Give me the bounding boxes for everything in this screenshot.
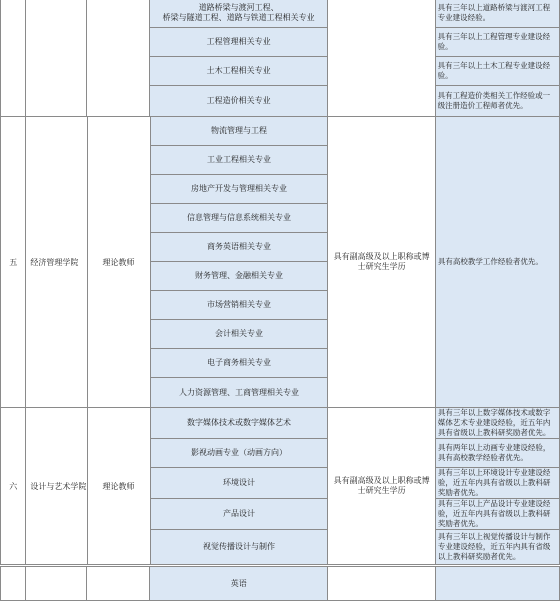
- major-cell: 人力资源管理、工商管理相关专业: [150, 378, 328, 408]
- major-cell: 市场营销相关专业: [150, 291, 328, 320]
- education-text: 具有副高级及以上职称或博士研究生学历: [333, 252, 430, 271]
- college-cell: 设计与艺术学院: [26, 408, 87, 565]
- post-cell: [87, 0, 150, 117]
- requirement-cell: 具有三年以上产品设计专业建设经验，近五年内具有省级以上教科研奖励者优先。: [435, 499, 559, 530]
- major-cell: 房地产开发与管理相关专业: [150, 175, 328, 204]
- major-cell: 英语: [150, 567, 328, 601]
- requirement-cell: 具有三年以上土木工程专业建设经验。: [435, 57, 559, 86]
- requirement-cell: 具有三年以上视觉传播设计与制作专业建设经验，近五年内具有省级以上教科研奖励者优先。: [435, 530, 559, 565]
- requirement-cell: 具有三年以上工程管理专业建设经验。: [435, 28, 559, 57]
- requirement-cell: 具有高校教学工作经验者优先。: [435, 117, 559, 408]
- major-cell: 产品设计: [150, 499, 328, 530]
- major-cell: 道路桥梁与渡河工程、 桥梁与隧道工程、道路与铁道工程相关专业: [149, 0, 327, 28]
- requirement-cell: 具有工程造价类相关工作经验或一级注册造价工程师者优先。: [435, 86, 559, 117]
- requirement-cell: [435, 567, 559, 601]
- major-cell: 工程造价相关专业: [149, 86, 327, 117]
- major-cell: 视觉传播设计与制作: [150, 530, 328, 565]
- major-cell: 商务英语相关专业: [150, 233, 328, 262]
- major-cell: 信息管理与信息系统相关专业: [150, 204, 328, 233]
- requirement-cell: 具有三年以上环境设计专业建设经验，近五年内具有省级以上教科研奖励者优先。: [435, 468, 559, 499]
- post-cell: 理论教师: [87, 117, 150, 408]
- row-number-cell: 六: [1, 408, 26, 565]
- major-cell: 工业工程相关专业: [150, 146, 328, 175]
- requirement-cell: 具有两年以上动画专业建设经验，具有高校教学经验者优先。: [435, 439, 559, 468]
- major-cell: 土木工程相关专业: [149, 57, 327, 86]
- college-cell: [26, 0, 87, 117]
- post-cell: [87, 567, 150, 601]
- college-cell: 经济管理学院: [26, 117, 87, 408]
- education-text: 具有副高级及以上职称或博士研究生学历: [333, 476, 430, 495]
- education-cell: [328, 567, 436, 601]
- row-number-cell: [1, 0, 26, 117]
- major-cell: 会计相关专业: [150, 320, 328, 349]
- major-cell: 环境设计: [150, 468, 328, 499]
- row-number-cell: 五: [1, 117, 26, 408]
- major-cell: 影视动画专业（动画方向）: [150, 439, 328, 468]
- major-cell: 工程管理相关专业: [149, 28, 327, 57]
- requirement-cell: 具有三年以上道路桥梁与渡河工程专业建设经验。: [435, 0, 559, 28]
- major-cell: 数字媒体技术或数字媒体艺术: [150, 408, 328, 439]
- major-cell: 物流管理与工程: [150, 117, 328, 146]
- table-section-five: [0, 116, 560, 408]
- education-cell: [328, 408, 436, 565]
- major-cell: 电子商务相关专业: [150, 349, 328, 378]
- row-number-cell: [1, 567, 26, 601]
- education-cell: [328, 117, 436, 408]
- college-cell: [26, 567, 87, 601]
- major-cell: 财务管理、金融相关专业: [150, 262, 328, 291]
- table-section-engineering: [0, 0, 560, 117]
- post-cell: 理论教师: [87, 408, 150, 565]
- education-cell: [328, 0, 435, 117]
- table-section-six: [0, 407, 560, 565]
- requirement-cell: 具有三年以上数字媒体技术或数字媒体艺术专业建设经验，近五年内具有省级以上教科研奖励者优先。: [435, 408, 559, 439]
